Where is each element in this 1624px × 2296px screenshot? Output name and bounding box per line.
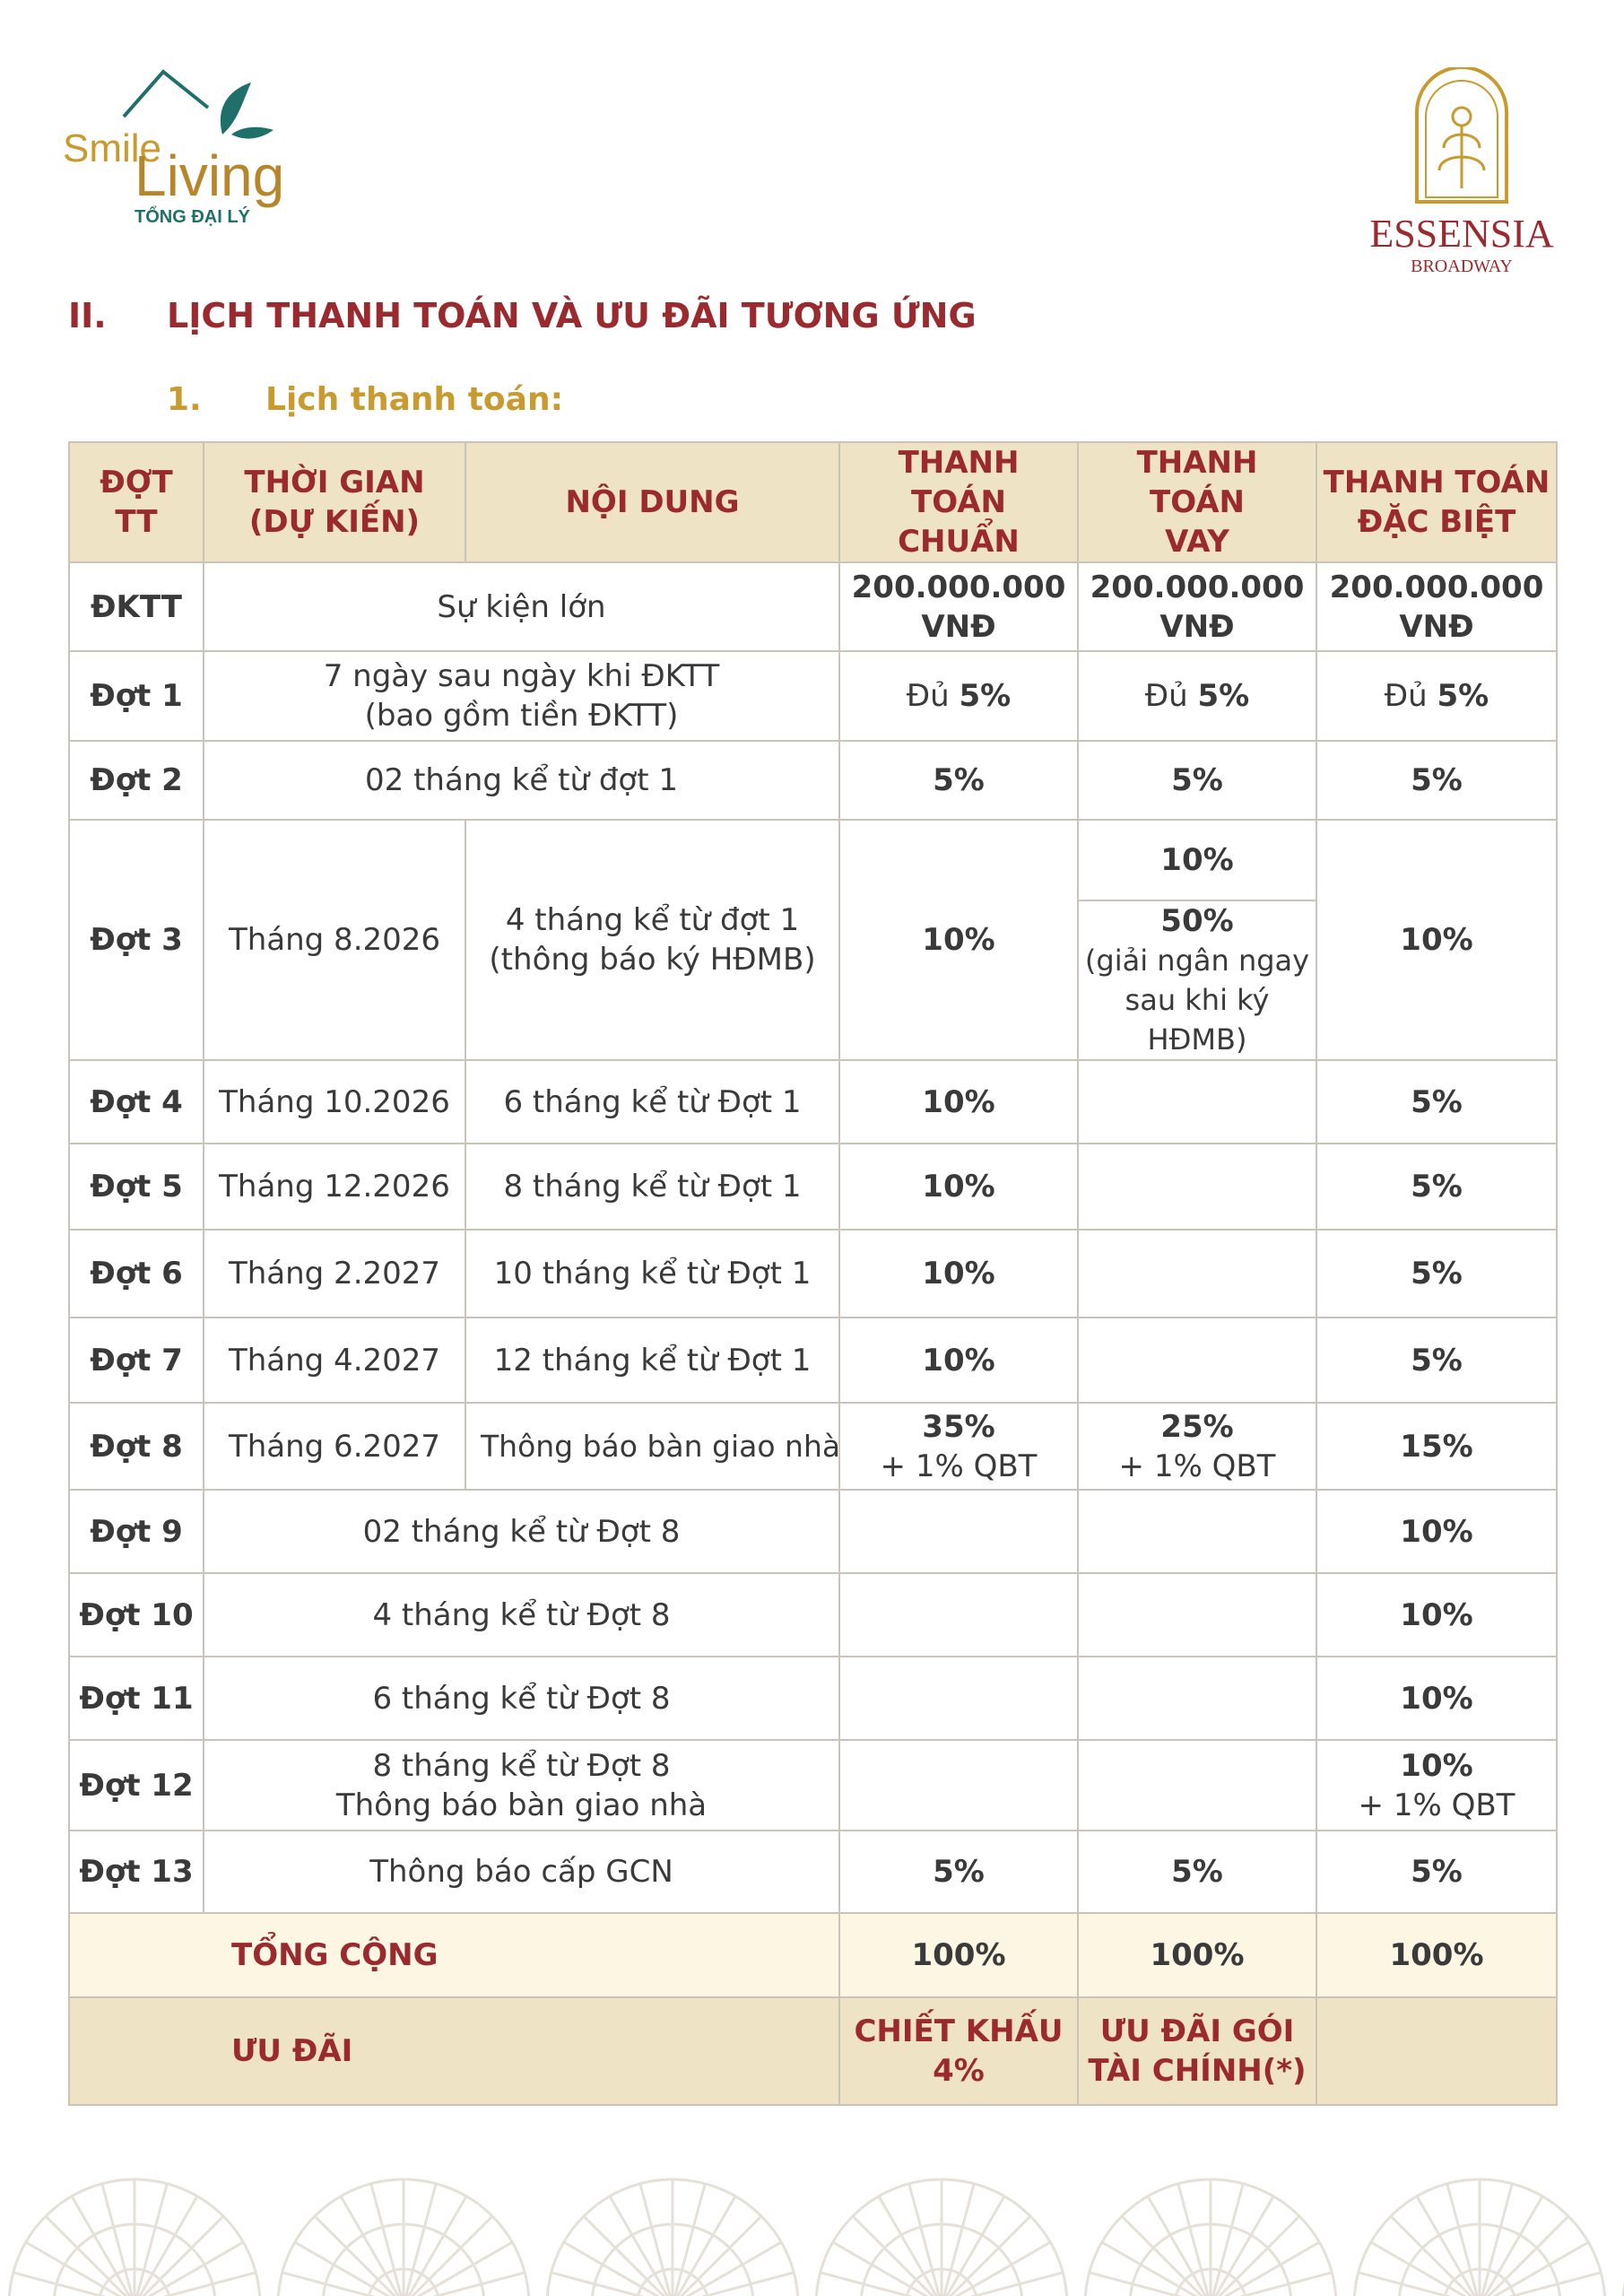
cell-standard: 200.000.000 VNĐ xyxy=(839,562,1078,651)
value-text: 10% xyxy=(1400,1747,1473,1784)
prefix-text: Đủ xyxy=(1384,678,1437,714)
total-special: 100% xyxy=(1316,1913,1557,1997)
row-content: 10 tháng kể từ Đợt 1 xyxy=(465,1230,839,1318)
row-label: Đợt 8 xyxy=(69,1403,204,1490)
row-label: Đợt 9 xyxy=(69,1490,204,1573)
row-label: Đợt 13 xyxy=(69,1831,204,1913)
cell-loan-b xyxy=(1078,900,1316,1060)
smile-living-logo xyxy=(63,63,314,233)
total-label: TỔNG CỘNG xyxy=(69,1913,839,1997)
cell-special: 5% xyxy=(1316,1230,1557,1318)
cell-special: 5% xyxy=(1316,1060,1557,1144)
cell-special: 5% xyxy=(1316,1831,1557,1913)
cell-loan xyxy=(1078,1573,1316,1657)
cell-standard: 10% xyxy=(839,820,1078,1060)
logo-essensia-text: ESSENSIA xyxy=(1369,212,1554,256)
incentive-special xyxy=(1316,1997,1557,2105)
row-content: 7 ngày sau ngày khi ĐKTT (bao gồm tiền ĐKTT) xyxy=(204,651,839,741)
row-content: Thông báo bàn giao nhà xyxy=(465,1403,839,1490)
table-row xyxy=(69,1144,1557,1230)
cell-special: 5% xyxy=(1316,1318,1557,1403)
row-label: Đợt 5 xyxy=(69,1144,204,1230)
cell-special: 200.000.000 VNĐ xyxy=(1316,562,1557,651)
cell-standard: 10% xyxy=(839,1318,1078,1403)
table-row xyxy=(69,651,1557,741)
cell-special: 10% xyxy=(1316,820,1557,1060)
cell-standard xyxy=(839,651,1078,741)
cell-loan xyxy=(1078,1318,1316,1403)
cell-loan-a: 10% xyxy=(1078,820,1316,900)
header-special: THANH TOÁN ĐẶC BIỆT xyxy=(1316,442,1557,562)
table-row xyxy=(69,1403,1557,1490)
header-dot: ĐỢT TT xyxy=(69,442,204,562)
cell-standard xyxy=(839,1573,1078,1657)
row-label: Đợt 6 xyxy=(69,1230,204,1318)
payment-schedule-table xyxy=(68,441,1558,2106)
table-row xyxy=(69,1573,1557,1657)
incentive-standard: CHIẾT KHẤU 4% xyxy=(839,1997,1078,2105)
logo-smile-text: Smile xyxy=(63,126,162,170)
row-content: 02 tháng kể từ Đợt 8 xyxy=(204,1490,839,1573)
row-content: 6 tháng kể từ Đợt 8 xyxy=(204,1657,839,1740)
value-text: 35% xyxy=(922,1408,995,1445)
note-text: + 1% QBT xyxy=(1358,1787,1515,1823)
cell-standard xyxy=(839,1657,1078,1740)
incentive-loan: ƯU ĐÃI GÓI TÀI CHÍNH(*) xyxy=(1078,1997,1316,2105)
cell-standard xyxy=(839,1740,1078,1831)
value-text: 50% xyxy=(1160,903,1234,939)
value-text: 5% xyxy=(959,678,1012,714)
table-row xyxy=(69,1318,1557,1403)
row-label: Đợt 2 xyxy=(69,741,204,820)
cell-loan xyxy=(1078,1490,1316,1573)
note-text: (giải ngân ngay sau khi ký HĐMB) xyxy=(1084,944,1310,1057)
cell-loan: 5% xyxy=(1078,1831,1316,1913)
total-loan: 100% xyxy=(1078,1913,1316,1997)
row-content: Thông báo cấp GCN xyxy=(204,1831,839,1913)
essensia-logo xyxy=(1345,67,1578,278)
row-time: Tháng 10.2026 xyxy=(204,1060,465,1144)
row-time: Tháng 12.2026 xyxy=(204,1144,465,1230)
table-row xyxy=(69,1657,1557,1740)
cell-special xyxy=(1316,651,1557,741)
cell-special: 10% xyxy=(1316,1573,1557,1657)
note-text: + 1% QBT xyxy=(1118,1448,1276,1484)
table-row xyxy=(69,1060,1557,1144)
cell-loan xyxy=(1078,1740,1316,1831)
total-standard: 100% xyxy=(839,1913,1078,1997)
value-text: 5% xyxy=(1197,678,1250,714)
incentive-label: ƯU ĐÃI xyxy=(69,1997,839,2105)
row-label: Đợt 10 xyxy=(69,1573,204,1657)
logo-sub-text: TỔNG ĐẠI LÝ xyxy=(135,207,250,227)
section-title: LỊCH THANH TOÁN VÀ ƯU ĐÃI TƯƠNG ỨNG xyxy=(167,296,977,335)
header-time: THỜI GIAN (DỰ KIẾN) xyxy=(204,442,465,562)
logo-broadway-text: BROADWAY xyxy=(1411,257,1513,276)
cell-special: 15% xyxy=(1316,1403,1557,1490)
logo-living-text: Living xyxy=(135,144,285,208)
cell-loan xyxy=(1078,1144,1316,1230)
row-content: 4 tháng kể từ đợt 1 (thông báo ký HĐMB) xyxy=(465,820,839,1060)
table-row xyxy=(69,1831,1557,1913)
cell-loan xyxy=(1078,1403,1316,1490)
row-content: 12 tháng kể từ Đợt 1 xyxy=(465,1318,839,1403)
subsection-number: 1. xyxy=(167,381,202,418)
cell-standard xyxy=(839,1490,1078,1573)
row-content: 8 tháng kể từ Đợt 1 xyxy=(465,1144,839,1230)
row-label: Đợt 12 xyxy=(69,1740,204,1831)
row-content: 6 tháng kể từ Đợt 1 xyxy=(465,1060,839,1144)
row-label: Đợt 11 xyxy=(69,1657,204,1740)
table-row xyxy=(69,562,1557,651)
header-content: NỘI DUNG xyxy=(465,442,839,562)
cell-special xyxy=(1316,1740,1557,1831)
row-content: Sự kiện lớn xyxy=(204,562,839,651)
table-row xyxy=(69,1740,1557,1831)
cell-special: 10% xyxy=(1316,1657,1557,1740)
row-time: Tháng 2.2027 xyxy=(204,1230,465,1318)
row-label: Đợt 4 xyxy=(69,1060,204,1144)
table-header-row xyxy=(69,442,1557,562)
table-row xyxy=(69,820,1557,900)
row-label: ĐKTT xyxy=(69,562,204,651)
cell-loan: 200.000.000 VNĐ xyxy=(1078,562,1316,651)
row-label: Đợt 1 xyxy=(69,651,204,741)
cell-standard: 10% xyxy=(839,1060,1078,1144)
note-text: + 1% QBT xyxy=(880,1448,1038,1484)
cell-loan xyxy=(1078,1060,1316,1144)
decorative-fan-pattern xyxy=(0,2152,1624,2296)
header-loan: THANH TOÁN VAY xyxy=(1078,442,1316,562)
subsection-title: Lịch thanh toán: xyxy=(265,381,563,418)
table-row xyxy=(69,1490,1557,1573)
row-time: Tháng 8.2026 xyxy=(204,820,465,1060)
cell-loan xyxy=(1078,651,1316,741)
row-time: Tháng 6.2027 xyxy=(204,1403,465,1490)
prefix-text: Đủ xyxy=(1144,678,1198,714)
prefix-text: Đủ xyxy=(906,678,960,714)
cell-standard: 5% xyxy=(839,741,1078,820)
table-row xyxy=(69,1230,1557,1318)
cell-special: 5% xyxy=(1316,1144,1557,1230)
cell-special: 5% xyxy=(1316,741,1557,820)
header-standard: THANH TOÁN CHUẨN xyxy=(839,442,1078,562)
row-time: Tháng 4.2027 xyxy=(204,1318,465,1403)
cell-standard: 5% xyxy=(839,1831,1078,1913)
row-label: Đợt 7 xyxy=(69,1318,204,1403)
cell-loan: 5% xyxy=(1078,741,1316,820)
cell-standard: 10% xyxy=(839,1144,1078,1230)
total-row xyxy=(69,1913,1557,1997)
cell-standard: 10% xyxy=(839,1230,1078,1318)
cell-loan xyxy=(1078,1230,1316,1318)
cell-standard xyxy=(839,1403,1078,1490)
incentive-row xyxy=(69,1997,1557,2105)
row-content: 8 tháng kể từ Đợt 8 Thông báo bàn giao nhà xyxy=(204,1740,839,1831)
table-row xyxy=(69,741,1557,820)
cell-loan xyxy=(1078,1657,1316,1740)
value-text: 25% xyxy=(1160,1408,1234,1445)
row-content: 4 tháng kể từ Đợt 8 xyxy=(204,1573,839,1657)
cell-special: 10% xyxy=(1316,1490,1557,1573)
row-label: Đợt 3 xyxy=(69,820,204,1060)
section-number: II. xyxy=(68,296,107,335)
row-content: 02 tháng kể từ đợt 1 xyxy=(204,741,839,820)
value-text: 5% xyxy=(1437,678,1489,714)
